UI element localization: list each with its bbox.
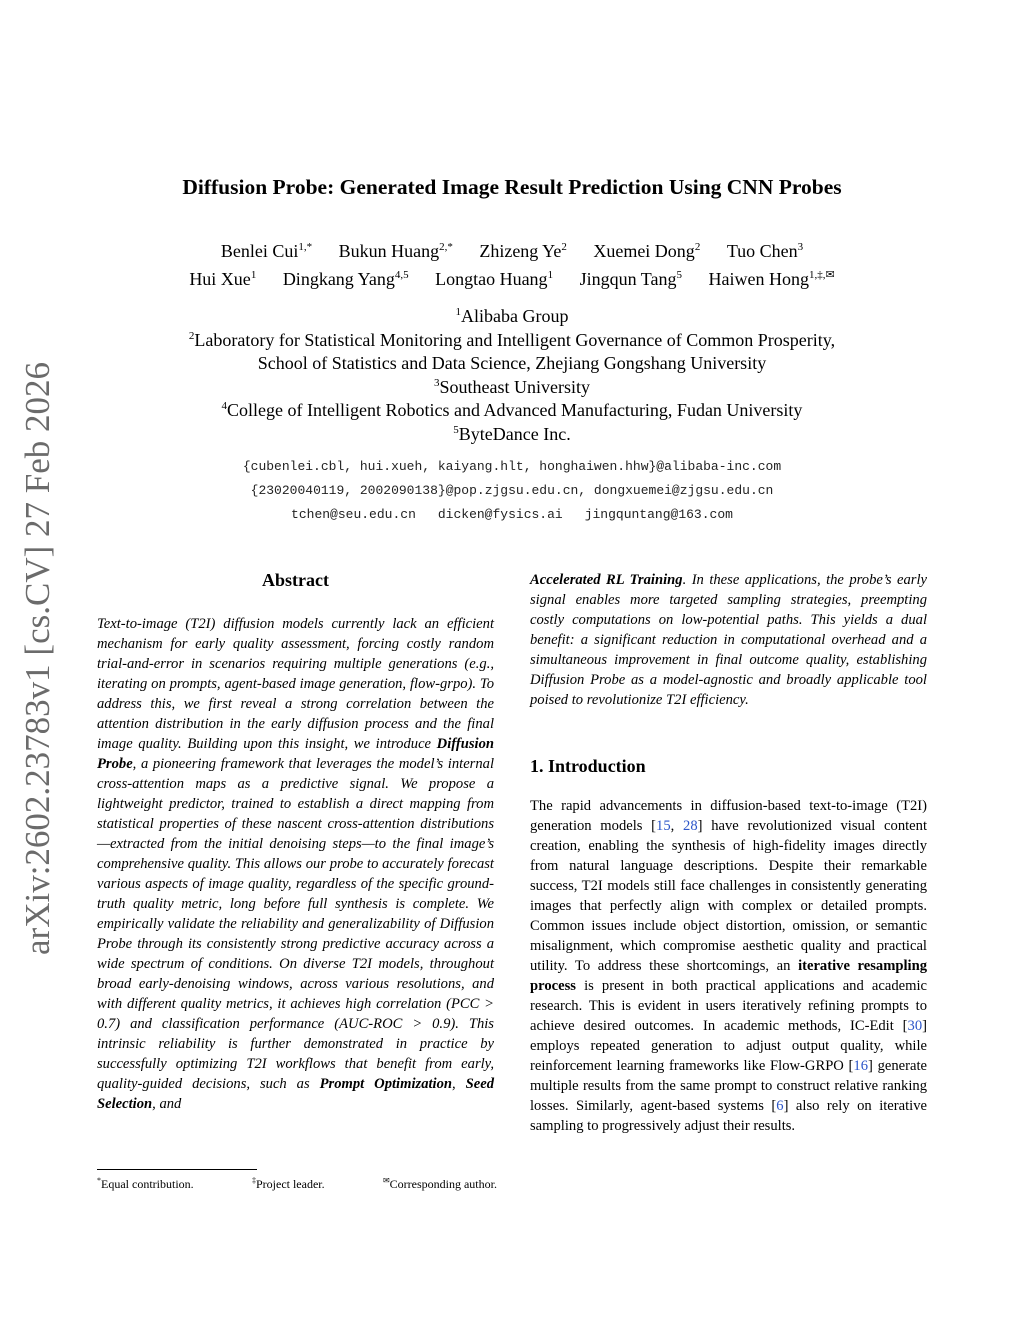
email-address: tchen@seu.edu.cn xyxy=(291,507,416,522)
affiliation: School of Statistics and Data Science, Zhejiang Gongshang University xyxy=(257,353,767,373)
citation-link[interactable]: 15 xyxy=(656,818,671,834)
footnotes xyxy=(97,1175,497,1193)
abstract-text: Text-to-image (T2I) diffusion models currently lack an efficient mechanism for early quality assessment, forcing costly random trial-and-error in scenarios requiring multiple generations (e.g., iterating on prompts, agent-based image generation, flow-grpo). To address this, we first reveal a strong correlation between the attention distribution in the early diffusion process and the final image quality. Building upon this insight, we introduce Diffusion Probe, a pioneering framework that leverages the model’s internal cross-attention maps as a predictive signal. We propose a lightweight predictor, trained to establish a direct mapping from statistical properties of these nascent cross-attention distributions—extracted from the initial denoising steps—to the final image’s comprehensive quality. This allows our probe to accurately forecast various aspects of image quality, regardless of the specific ground-truth quality metric, long before full synthesis is complete. We empirically validate the reliability and generalizability of Diffusion Probe through its consistently strong predictive accuracy across a wide spectrum of conditions. On diverse T2I models, throughout broad early-denoising windows, across various resolutions, and with different quality metrics, it achieves high correlation (PCC > 0.7) and classification performance (AUC-ROC > 0.9). This intrinsic reliability is further demonstrated in practice by successfully optimizing T2I workflows that benefit from early, quality-guided decisions, such as Prompt Optimization, Seed Selection, and xyxy=(97,616,495,1112)
email-address: dicken@fysics.ai xyxy=(437,507,563,522)
right-column xyxy=(530,570,927,1136)
author: Zhizeng Ye$^2$ xyxy=(479,241,567,261)
author: Tuo Chen$^3$ xyxy=(726,241,804,261)
footnote-equal-contribution: *Equal contribution. xyxy=(97,1176,194,1191)
affiliation: $^3$Southeast University xyxy=(434,376,590,397)
email-line: {23020040119, 2002090138}@pop.zjgsu.edu.cn, dongxuemei@zjgsu.edu.cn xyxy=(250,483,774,498)
email-line: {cubenlei.cbl, hui.xueh, kaiyang.hlt, honghaiwen.hhw}@alibaba-inc.com xyxy=(242,459,782,474)
left-column xyxy=(97,566,494,1114)
abstract-heading: Abstract xyxy=(262,570,329,590)
author: Dingkang Yang$^{4,5}$ xyxy=(282,269,409,289)
introduction-text: The rapid advancements in diffusion-based text-to-image (T2I) generation models [15, 28] have revolutionized visual content creation, enabling the synthesis of high-fidelity images directly from natural language descriptions. Despite their remarkable success, T2I models still face challenges in consistently generating images that perfectly align with complex or detailed prompts. Common issues include object distortion, omission, or semantic misalignment, which compromise aesthetic quality and practical utility. To address these shortcomings, an iterative resampling process is present in both practical applications and academic research. This is evident in users iteratively refining prompts to achieve desired outcomes. In academic methods, IC-Edit [30] employs repeated generation to adjust output quality, while reinforcement learning frameworks like Flow-GRPO [16] generate multiple results from the same prompt to construct relative ranking losses. Similarly, agent-based systems [6] also rely on iterative sampling to progressively adjust their results. xyxy=(530,798,928,1134)
affiliation: $^2$Laboratory for Statistical Monitoring and Intelligent Governance of Common Prosperity, xyxy=(188,329,836,350)
citation-link[interactable]: 28 xyxy=(683,818,698,834)
author: Hui Xue$^1$ xyxy=(189,269,257,289)
introduction-heading: 1. Introduction xyxy=(530,756,646,776)
citation-link[interactable]: 6 xyxy=(776,1098,784,1114)
footnote-divider xyxy=(97,1169,257,1170)
affiliation: $^1$Alibaba Group xyxy=(455,306,569,326)
email-line xyxy=(100,503,924,527)
author: Xuemei Dong$^2$ xyxy=(593,241,701,261)
paper-title: Diffusion Probe: Generated Image Result Prediction Using CNN Probes xyxy=(182,175,842,199)
abstract-continuation: Accelerated RL Training. In these applications, the probe’s early signal enables more targeted sampling strategies, preempting costly computations on low-potential paths. This yields a dual benefit: a significant reduction in computational overhead and a simultaneous improvement in final outcome quality, establishing Diffusion Probe as a model-agnostic and broadly applicable tool poised to revolutionize T2I efficiency. xyxy=(530,572,927,708)
footnote-project-leader: ‡Project leader. xyxy=(251,1176,325,1191)
arxiv-identifier: arXiv:2602.23783v1 [cs.CV] 27 Feb 2026 xyxy=(18,361,57,955)
footnote-corresponding-author: ✉Corresponding author. xyxy=(382,1176,497,1191)
affiliation: $^5$ByteDance Inc. xyxy=(453,423,571,444)
citation-link[interactable]: 30 xyxy=(907,1018,923,1034)
author: Bukun Huang$^{2,*}$ xyxy=(338,241,453,261)
author: Haiwen Hong$^{1,\ddagger,✉}$ xyxy=(708,269,835,289)
author: Longtao Huang$^1$ xyxy=(435,269,554,289)
citation-link[interactable]: 16 xyxy=(853,1058,869,1074)
author-list-row-1 xyxy=(100,238,924,264)
author-list-row-2 xyxy=(100,266,924,292)
author: Jingqun Tang$^5$ xyxy=(579,269,682,289)
affiliation: $^4$College of Intelligent Robotics and Advanced Manufacturing, Fudan University xyxy=(221,400,803,420)
email-address: jingquntang@163.com xyxy=(584,507,733,522)
author: Benlei Cui$^{1,*}$ xyxy=(220,241,313,261)
